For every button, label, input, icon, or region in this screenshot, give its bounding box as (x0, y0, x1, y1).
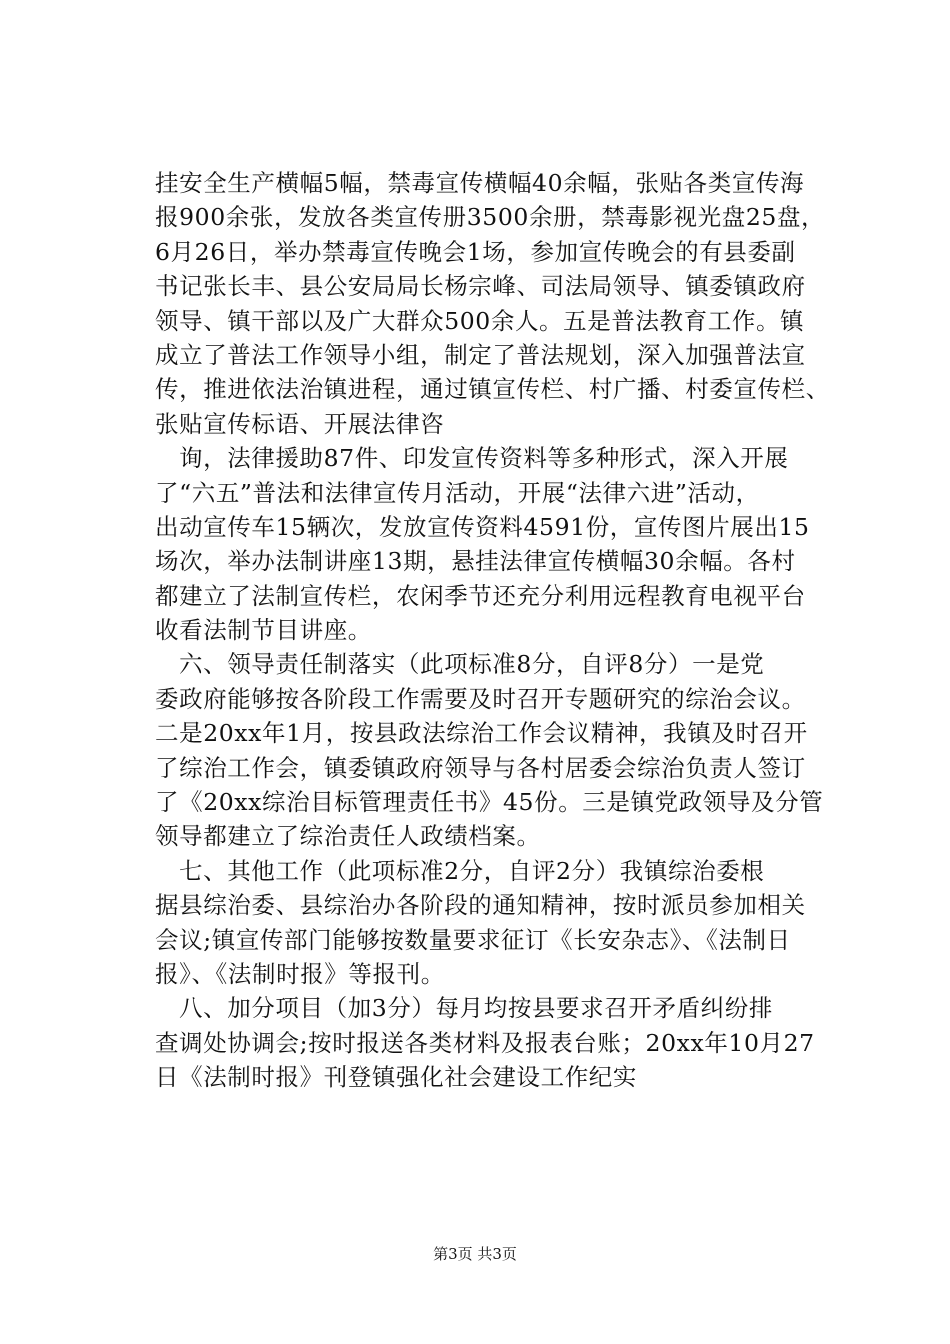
text-line: 领导都建立了综治责任人政绩档案。 (155, 822, 541, 851)
text-line: 报900余张，发放各类宣传册3500余册，禁毒影视光盘25盘， (155, 203, 826, 232)
text-line: 询，法律援助87件、印发宣传资料等多种形式，深入开展 (179, 444, 789, 473)
text-line: 场次，举办法制讲座13期，悬挂法律宣传横幅30余幅。各村 (155, 547, 796, 576)
text-line: 六、领导责任制落实（此项标准8分，自评8分）一是党 (179, 650, 765, 679)
text-line: 书记张长丰、县公安局局长杨宗峰、司法局领导、镇委镇政府 (155, 272, 806, 301)
text-line: 挂安全生产横幅5幅，禁毒宣传横幅40余幅，张贴各类宣传海 (155, 169, 805, 197)
text-line: 6月26日，举办禁毒宣传晚会1场，参加宣传晚会的有县委副 (155, 237, 796, 266)
document-body (155, 166, 855, 1095)
text-line: 日《法制时报》刊登镇强化社会建设工作纪实 (155, 1063, 637, 1092)
text-line: 会议;镇宣传部门能够按数量要求征订《长安杂志》、《法制日 (155, 925, 791, 954)
text-line: 了《20xx综治目标管理责任书》45份。三是镇党政领导及分管 (155, 788, 824, 817)
text-line: 领导、镇干部以及广大群众500余人。五是普法教育工作。镇 (155, 306, 805, 335)
text-line: 委政府能够按各阶段工作需要及时召开专题研究的综治会议。 (155, 684, 806, 713)
text-line: 都建立了法制宣传栏，农闲季节还充分利用远程教育电视平台 (155, 581, 806, 610)
text-line: 报》、《法制时报》等报刊。 (155, 959, 445, 988)
text-line: 收看法制节目讲座。 (155, 616, 372, 645)
text-line: 出动宣传车15辆次，发放宣传资料4591份，宣传图片展出15 (155, 512, 810, 541)
text-line: 张贴宣传标语、开展法律咨 (155, 409, 445, 438)
text-line: 二是20xx年1月，按县政法综治工作会议精神，我镇及时召开 (155, 719, 808, 748)
text-line: 了“六五”普法和法律宣传月活动，开展“法律六进”活动， (155, 478, 760, 507)
page-number-footer: 第3页 共3页 (433, 1245, 517, 1263)
text-line: 成立了普法工作领导小组，制定了普法规划，深入加强普法宣 (155, 340, 806, 369)
text-line: 八、加分项目（加3分）每月均按县要求召开矛盾纠纷排 (179, 994, 773, 1023)
text-line: 传，推进依法治镇进程，通过镇宣传栏、村广播、村委宣传栏、 (155, 375, 830, 404)
text-line: 据县综治委、县综治办各阶段的通知精神，按时派员参加相关 (155, 891, 806, 920)
text-line: 七、其他工作（此项标准2分，自评2分）我镇综治委根 (179, 856, 765, 885)
text-line: 了综治工作会，镇委镇政府领导与各村居委会综治负责人签订 (155, 753, 806, 782)
text-line: 查调处协调会;按时报送各类材料及报表台账；20xx年10月27 (155, 1028, 815, 1057)
